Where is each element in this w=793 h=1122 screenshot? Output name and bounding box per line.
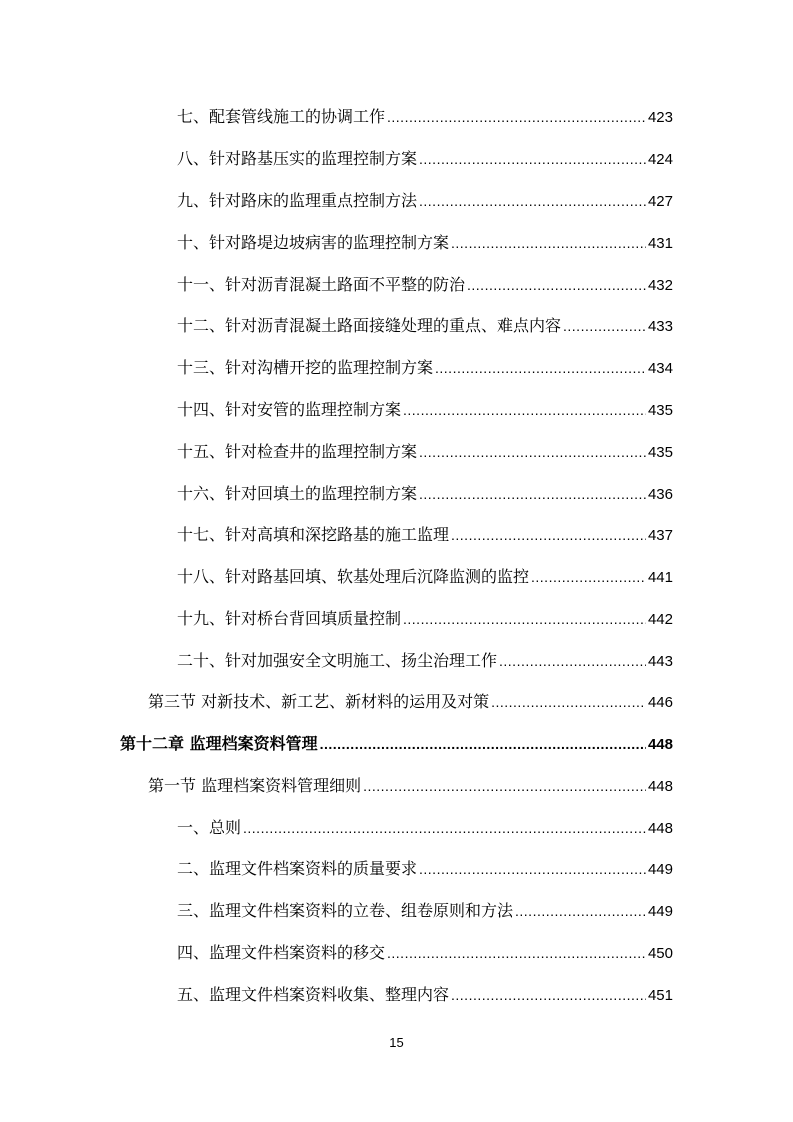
toc-entry-page: 435 <box>647 444 673 461</box>
toc-entry[interactable] <box>177 982 673 1008</box>
toc-entry-page: 435 <box>647 402 673 419</box>
dot-leader <box>451 522 646 548</box>
dot-leader <box>435 355 646 381</box>
toc-chapter-entry[interactable] <box>120 731 673 757</box>
toc-entry-title: 第一节 监理档案资料管理细则 <box>148 776 362 795</box>
toc-entry-page: 434 <box>647 360 673 377</box>
toc-entry-title: 十一、针对沥青混凝土路面不平整的防治 <box>177 275 466 294</box>
toc-entry[interactable] <box>177 856 673 882</box>
dot-leader <box>363 773 646 799</box>
toc-entry[interactable] <box>177 355 673 381</box>
toc-entry-page: 448 <box>647 820 673 837</box>
toc-entry-title: 二、监理文件档案资料的质量要求 <box>177 859 418 878</box>
toc-entry[interactable] <box>177 606 673 632</box>
toc-entry-page: 442 <box>647 611 673 628</box>
toc-entry[interactable] <box>177 648 673 674</box>
toc-entry-title: 八、针对路基压实的监理控制方案 <box>177 149 418 168</box>
toc-entry[interactable] <box>177 104 673 130</box>
toc-entry-title: 十七、针对高填和深挖路基的施工监理 <box>177 525 450 544</box>
toc-entry-page: 437 <box>647 527 673 544</box>
toc-entry[interactable] <box>177 940 673 966</box>
dot-leader <box>419 439 646 465</box>
toc-entry-page: 448 <box>647 736 673 753</box>
toc-entry-title: 十三、针对沟槽开挖的监理控制方案 <box>177 358 434 377</box>
dot-leader <box>563 313 646 339</box>
toc-entry-title: 三、监理文件档案资料的立卷、组卷原则和方法 <box>177 901 514 920</box>
toc-entry-page: 448 <box>647 778 673 795</box>
toc-entry-page: 443 <box>647 653 673 670</box>
dot-leader <box>419 481 646 507</box>
toc-entry-title: 第三节 对新技术、新工艺、新材料的运用及对策 <box>148 692 490 711</box>
toc-section-entry[interactable] <box>148 773 673 799</box>
dot-leader <box>451 982 646 1008</box>
toc-entry[interactable] <box>177 146 673 172</box>
toc-entry-title: 第十二章 监理档案资料管理 <box>120 734 318 753</box>
dot-leader <box>387 940 646 966</box>
toc-entry[interactable] <box>177 564 673 590</box>
toc-entry-title: 十八、针对路基回填、软基处理后沉降监测的监控 <box>177 567 530 586</box>
toc-entry-page: 449 <box>647 903 673 920</box>
dot-leader <box>243 815 646 841</box>
toc-section-entry[interactable] <box>148 689 673 715</box>
toc-entry[interactable] <box>177 397 673 423</box>
toc-entry[interactable] <box>177 898 673 924</box>
dot-leader <box>419 146 646 172</box>
toc-entry-title: 十、针对路堤边坡病害的监理控制方案 <box>177 233 450 252</box>
toc-entry-title: 七、配套管线施工的协调工作 <box>177 107 386 126</box>
toc-entry-title: 十五、针对检查井的监理控制方案 <box>177 442 418 461</box>
dot-leader <box>531 564 646 590</box>
toc-entry-title: 十四、针对安管的监理控制方案 <box>177 400 402 419</box>
toc-entry-page: 449 <box>647 861 673 878</box>
dot-leader <box>491 689 646 715</box>
dot-leader <box>451 230 646 256</box>
toc-entry-page: 424 <box>647 151 673 168</box>
toc-entry-page: 423 <box>647 109 673 126</box>
toc-entry-title: 十六、针对回填土的监理控制方案 <box>177 484 418 503</box>
toc-entry-page: 427 <box>647 193 673 210</box>
toc-entry-title: 十九、针对桥台背回填质量控制 <box>177 609 402 628</box>
dot-leader <box>403 606 646 632</box>
dot-leader <box>320 731 646 757</box>
dot-leader <box>419 856 646 882</box>
toc-entry-title: 四、监理文件档案资料的移交 <box>177 943 386 962</box>
toc-entry-title: 一、总则 <box>177 818 242 837</box>
toc-entry-page: 446 <box>647 694 673 711</box>
toc-entry-page: 433 <box>647 318 673 335</box>
dot-leader <box>467 272 646 298</box>
toc-entry[interactable] <box>177 230 673 256</box>
dot-leader <box>419 188 646 214</box>
toc-entry[interactable] <box>177 272 673 298</box>
toc-entry-page: 451 <box>647 987 673 1004</box>
dot-leader <box>515 898 646 924</box>
dot-leader <box>387 104 646 130</box>
toc-entry-page: 436 <box>647 486 673 503</box>
toc-entry[interactable] <box>177 439 673 465</box>
toc-entry-title: 五、监理文件档案资料收集、整理内容 <box>177 985 450 1004</box>
toc-entry[interactable] <box>177 522 673 548</box>
toc-entry[interactable] <box>177 188 673 214</box>
toc-entry-title: 二十、针对加强安全文明施工、扬尘治理工作 <box>177 651 498 670</box>
page-footer-number: 15 <box>389 1035 404 1050</box>
toc-entry-title: 九、针对路床的监理重点控制方法 <box>177 191 418 210</box>
toc-entry[interactable] <box>177 481 673 507</box>
toc-entry[interactable] <box>177 815 673 841</box>
toc-entry-title: 十二、针对沥青混凝土路面接缝处理的重点、难点内容 <box>177 316 562 335</box>
toc-entry-page: 450 <box>647 945 673 962</box>
toc-entry-page: 432 <box>647 277 673 294</box>
dot-leader <box>403 397 646 423</box>
dot-leader <box>499 648 646 674</box>
toc-entry-page: 441 <box>647 569 673 586</box>
toc-entry[interactable] <box>177 313 673 339</box>
toc-entry-page: 431 <box>647 235 673 252</box>
